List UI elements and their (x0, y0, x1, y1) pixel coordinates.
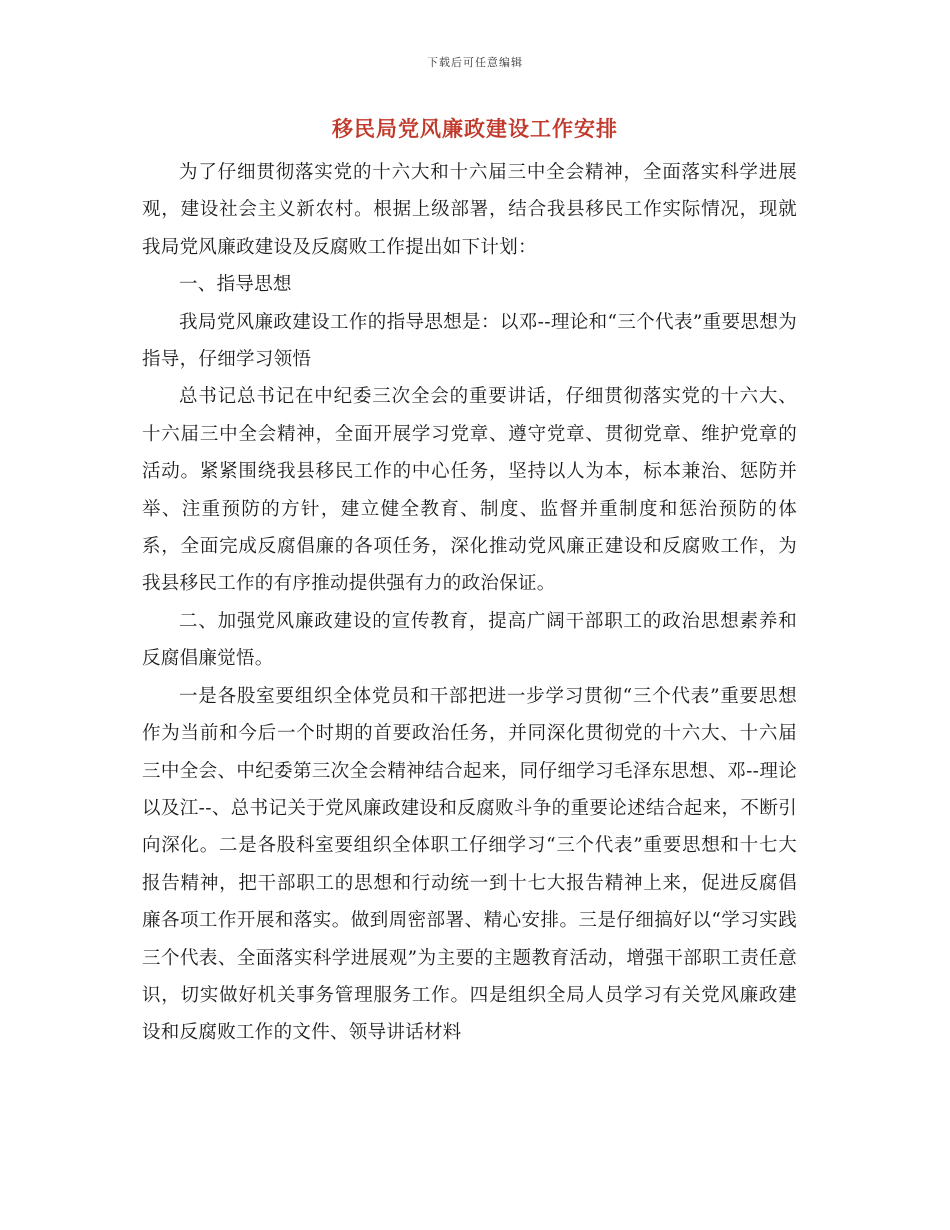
paragraph-intro: 为了仔细贯彻落实党的十六大和十六届三中全会精神，全面落实科学进展观，建设社会主义新农村。根据上级部署，结合我县移民工作实际情况，现就我局党风廉政建设及反腐败工作提出如下计划： (142, 162, 797, 258)
paragraph-central-task: 总书记总书记在中纪委三次全会的重要讲话，仔细贯彻落实党的十六大、十六届三中全会精神，全面开展学习党章、遵守党章、贯彻党章、维护党章的活动。紧紧围绕我县移民工作的中心任务，坚持以人为本，标本兼治、惩防并举、注重预防的方针，建立健全教育、制度、监督并重制度和惩治预防的体系，全面完成反腐倡廉的各项任务，深化推动党风廉正建设和反腐败工作，为我县移民工作的有序推动提供强有力的政治保证。 (142, 386, 797, 595)
section-heading-guiding-thought: 一、指导思想 (179, 274, 292, 296)
section-heading-education: 二、加强党风廉政建设的宣传教育，提高广阔干部职工的政治思想素养和反腐倡廉觉悟。 (142, 610, 797, 670)
paragraph-guiding-thought: 我局党风廉政建设工作的指导思想是：以邓--理论和“三个代表”重要思想为指导，仔细学习领悟 (142, 311, 797, 371)
page-header-note: 下载后可任意编辑 (427, 56, 523, 69)
document-body (142, 154, 797, 1052)
document-title: 移民局党风廉政建设工作安排 (332, 116, 618, 141)
paragraph-education-measures: 一是各股室要组织全体党员和干部把进一步学习贯彻“三个代表”重要思想作为当前和今后一个时期的首要政治任务，并同深化贯彻党的十六大、十六届三中全会、中纪委第三次全会精神结合起来，同仔细学习毛泽东思想、邓--理论以及江--、总书记关于党风廉政建设和反腐败斗争的重要论述结合起来，不断引向深化。二是各股科室要组织全体职工仔细学习“三个代表”重要思想和十七大报告精神，把干部职工的思想和行动统一到十七大报告精神上来，促进反腐倡廉各项工作开展和落实。做到周密部署、精心安排。三是仔细搞好以“学习实践三个代表、全面落实科学进展观”为主要的主题教育活动，增强干部职工责任意识，切实做好机关事务管理服务工作。四是组织全局人员学习有关党风廉政建设和反腐败工作的文件、领导讲话材料 (142, 685, 797, 1044)
